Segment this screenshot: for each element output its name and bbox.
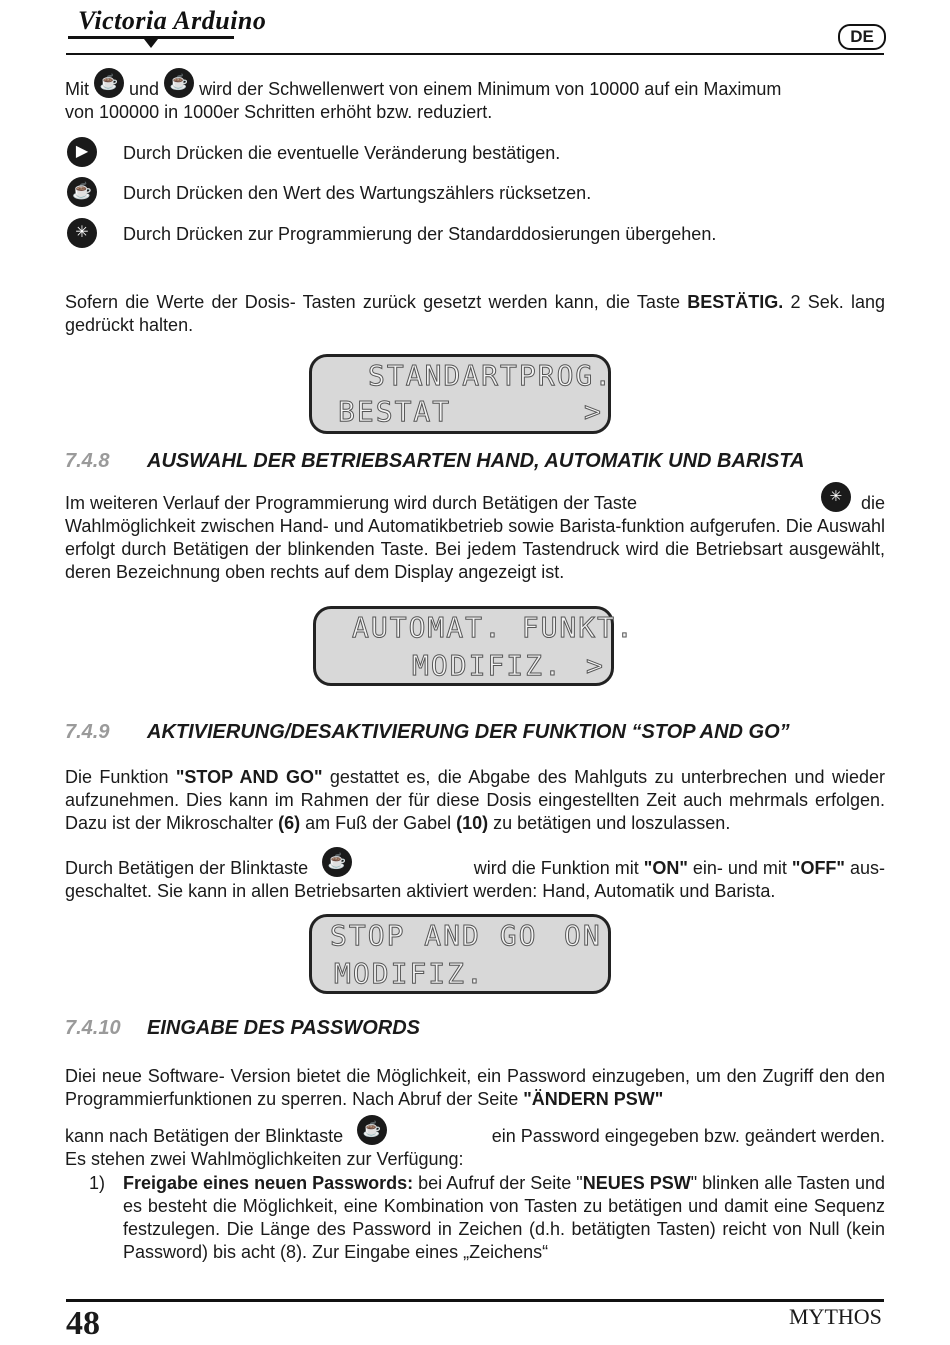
section-749-paragraph-2: Durch Betätigen der Blinktaste ☕ wird die Funktion mit "ON" ein- und mit "OFF" aus- geschaltet. Sie kann in allen Betriebsarten aktiviert werden: Hand, Automatik und Barista. <box>65 857 885 903</box>
star-button-icon: ✳ <box>67 218 97 248</box>
intro-paragraph <box>65 68 885 124</box>
star-icon: ✳ <box>821 482 851 512</box>
lcd-line-1: STANDARTPROG. <box>368 359 614 392</box>
lcd-display-stop-and-go <box>309 914 611 994</box>
list-item: Durch Drücken zur Programmierung der Standarddosierungen übergehen. <box>123 224 717 244</box>
list-item: Durch Drücken die eventuelle Veränderung bestätigen. <box>123 143 561 163</box>
lcd-line-2: BESTAT <box>338 395 452 428</box>
language-badge: DE <box>838 24 886 50</box>
lcd-line-2: MODIFIZ. <box>334 957 485 990</box>
section-heading-7-4-10: 7.4.10 EINGABE DES PASSWORDS <box>65 1017 420 1039</box>
page-number: 48 <box>66 1305 100 1342</box>
section-748-paragraph: Im weiteren Verlauf der Programmierung wird durch Betätigen der Taste ✳ die Wahlmöglichkeit zwischen Hand- und Automatikbetrieb sowie Barista-funktion aufgerufen. Die Auswahl erfolgt durch Betätigen der blinkenden Taste. Bei jedem Tastendruck wird die Betriebsart ausgewählt, deren Bezeichnung oben rechts auf dem Display angezeigt ist. <box>65 490 885 584</box>
section-749-paragraph-1: Die Funktion "STOP AND GO" gestattet es, die Abgabe des Mahlguts zu unterbrechen und wieder aufzunehmen. Dies kann im Rahmen der für diese Dosis eingestellten Zeit auch mehrmals erfolgen. Dazu ist der Mikroschalter (6) am Fuß der Gabel (10) zu betätigen und loszulassen. <box>65 767 885 833</box>
cup-icon: ☕ <box>94 68 124 98</box>
section-heading-7-4-9: 7.4.9 AKTIVIERUNG/DESAKTIVIERUNG DER FUNKTION “STOP AND GO” <box>65 721 790 743</box>
lcd-line-1: STOP AND GO <box>330 919 538 952</box>
list-item: Freigabe eines neuen Passwords: bei Aufruf der Seite "NEUES PSW" blinken alle Tasten und es besteht die Möglichkeit, eine Kombination von Tasten zu betätigen und damit eine Sequenz festzulegen. Die Länge des Password in Zeichen (d.h. betätigten Tasten) reicht von Null (kein Password) bis acht (8). Zur Eingabe eines „Zeichens“ <box>123 1173 885 1262</box>
section-7410-paragraph-1: Diei neue Software- Version bietet die Möglichkeit, ein Password einzugeben, um den Zugriff den den Programmierfunktionen zu sperren. Nach Abruf der Seite "ÄNDERN PSW" <box>65 1066 885 1109</box>
note-paragraph: Sofern die Werte der Dosis- Tasten zurück gesetzt werden kann, die Taste BESTÄTIG. 2 Sek. lang gedrückt halten. <box>65 292 886 335</box>
header-divider <box>66 53 884 55</box>
section-7410-paragraph-2: kann nach Betätigen der Blinktaste ☕ ein Password eingegeben bzw. geändert werden. Es stehen zwei Wahlmöglichkeiten zur Verfügung: <box>65 1125 885 1171</box>
chevron-right-icon: > <box>584 395 603 428</box>
cup-icon: ☕ <box>322 847 352 877</box>
list-item: Durch Drücken den Wert des Wartungszählers rücksetzen. <box>123 183 592 203</box>
intro-text-1: wird der Schwellenwert von einem Minimum von 10000 auf ein Maximum <box>199 79 782 99</box>
play-button-icon: ▶ <box>67 137 97 167</box>
lcd-display-standartprog <box>309 354 614 434</box>
footer-divider <box>66 1299 884 1302</box>
intro-mit: Mit <box>65 79 89 99</box>
intro-text-2: von 100000 in 1000er Schritten erhöht bzw. reduziert. <box>65 102 493 122</box>
chevron-right-icon: > <box>586 649 605 682</box>
logo-text: Victoria Arduino <box>78 6 267 35</box>
cup-icon: ☕ <box>357 1115 387 1145</box>
lcd-line-1: AUTOMAT. FUNKT. <box>352 611 635 644</box>
section-heading-7-4-8: 7.4.8 AUSWAHL DER BETRIEBSARTEN HAND, AUTOMATIK UND BARISTA <box>65 450 805 472</box>
intro-und: und <box>129 79 160 99</box>
list-number: 1) <box>89 1173 106 1193</box>
cup-icon: ☕ <box>164 68 194 98</box>
lcd-display-automat <box>313 606 635 686</box>
lcd-line-2: MODIFIZ. <box>412 649 563 682</box>
cup-button-icon: ☕ <box>67 177 97 207</box>
model-name: MYTHOS <box>789 1304 882 1329</box>
lcd-state: ON <box>564 919 602 952</box>
